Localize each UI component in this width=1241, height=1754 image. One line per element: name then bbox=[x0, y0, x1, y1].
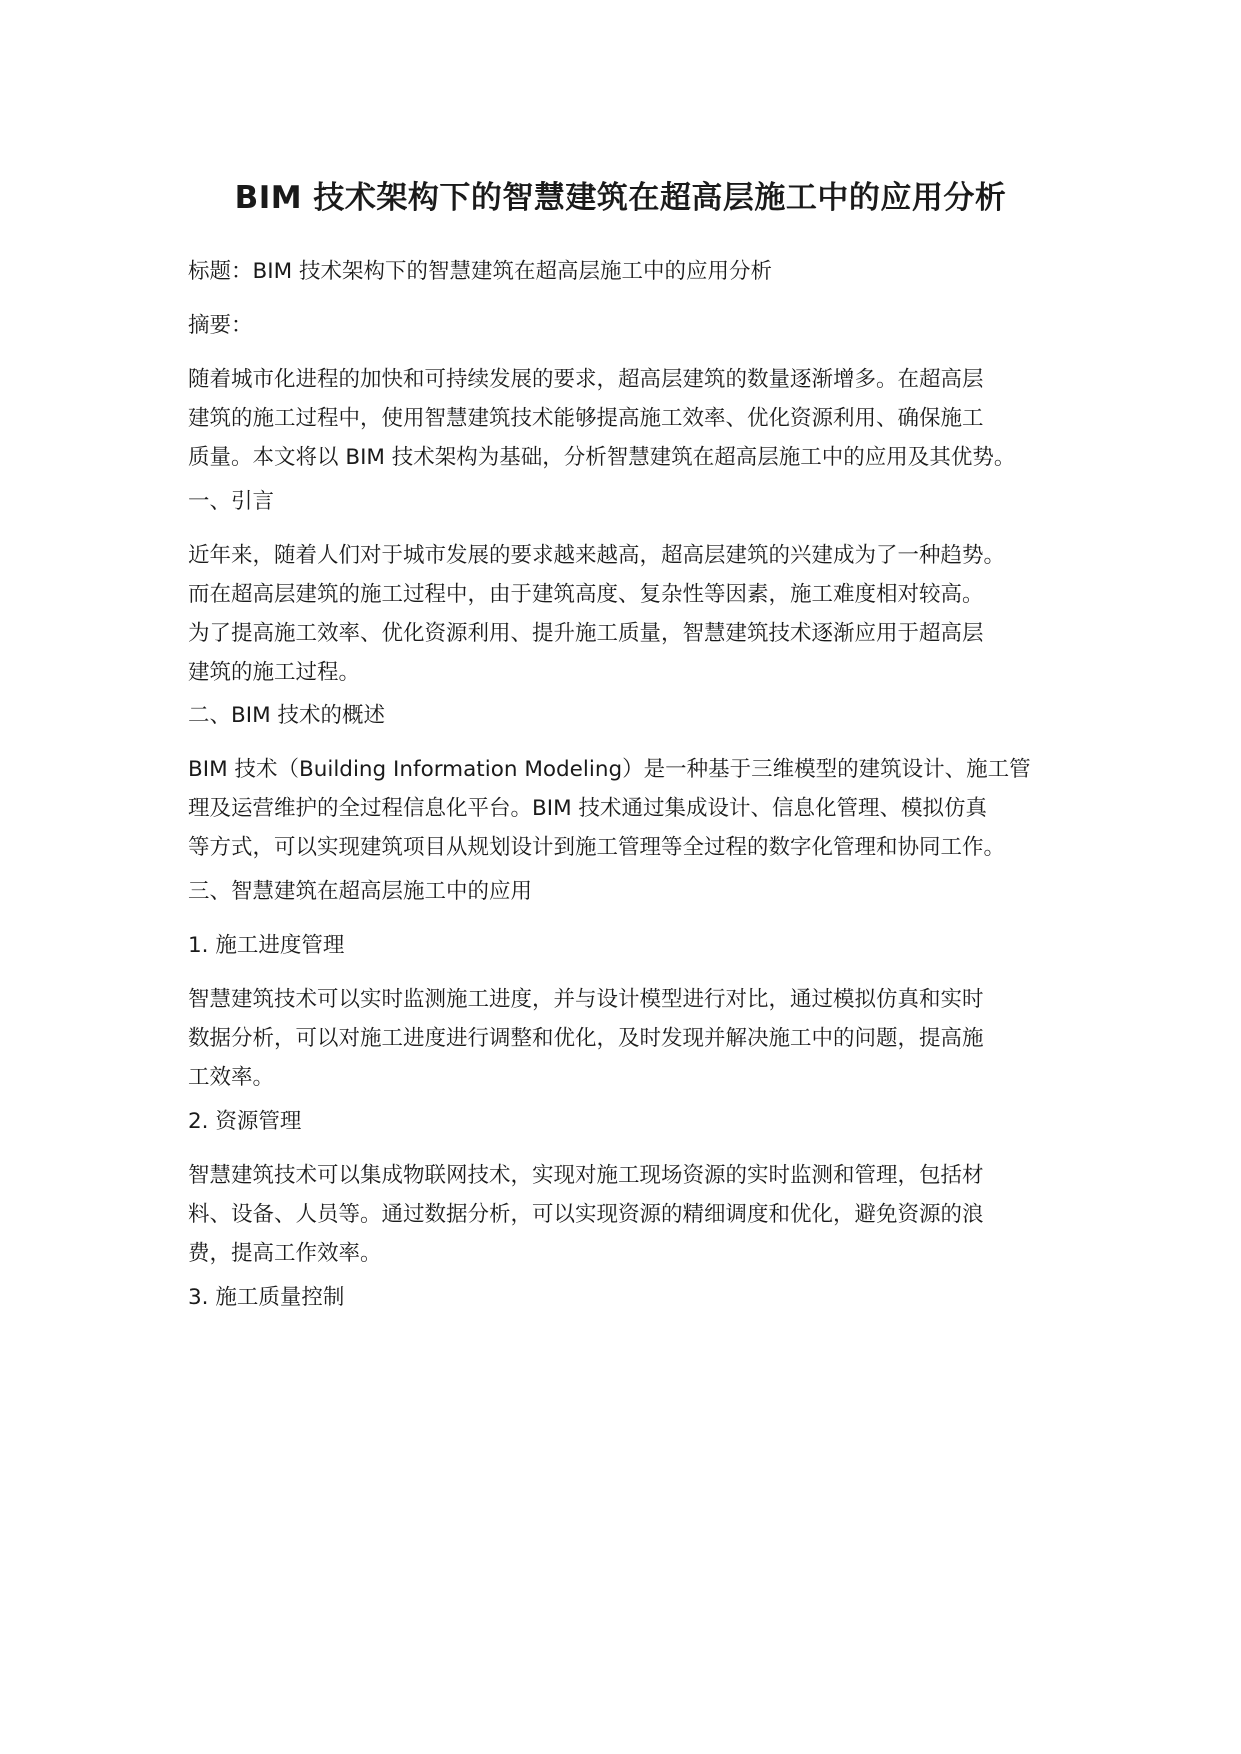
introduction-line: 近年来，随着人们对于城市发展的要求越来越高，超高层建筑的兴建成为了一种趋势。 bbox=[188, 543, 1006, 568]
subheading-text: 3. 施工质量控制 bbox=[188, 1285, 345, 1310]
section-heading-introduction bbox=[188, 482, 1088, 521]
section-heading-text: 二、BIM 技术的概述 bbox=[188, 703, 385, 728]
bim-overview-paragraph bbox=[188, 750, 1088, 867]
schedule-management-line: 智慧建筑技术可以实时监测施工进度，并与设计模型进行对比，通过模拟仿真和实时 bbox=[188, 987, 984, 1012]
subheading-text: 1. 施工进度管理 bbox=[188, 933, 345, 958]
subheading-resource-management bbox=[188, 1102, 1088, 1141]
introduction-paragraph bbox=[188, 536, 1088, 692]
resource-management-paragraph bbox=[188, 1156, 1088, 1273]
abstract-line: 建筑的施工过程中，使用智慧建筑技术能够提高施工效率、优化资源利用、确保施工 bbox=[188, 406, 984, 431]
resource-management-line: 费，提高工作效率。 bbox=[188, 1241, 382, 1266]
schedule-management-line: 数据分析，可以对施工进度进行调整和优化，及时发现并解决施工中的问题，提高施 bbox=[188, 1026, 984, 1051]
abstract-line: 随着城市化进程的加快和可持续发展的要求，超高层建筑的数量逐渐增多。在超高层 bbox=[188, 367, 984, 392]
schedule-management-paragraph bbox=[188, 980, 1088, 1097]
bim-overview-line: 理及运营维护的全过程信息化平台。BIM 技术通过集成设计、信息化管理、模拟仿真 bbox=[188, 796, 987, 821]
abstract-label-text: 摘要： bbox=[188, 313, 253, 338]
introduction-line: 而在超高层建筑的施工过程中，由于建筑高度、复杂性等因素，施工难度相对较高。 bbox=[188, 582, 984, 607]
resource-management-line: 智慧建筑技术可以集成物联网技术，实现对施工现场资源的实时监测和管理，包括材 bbox=[188, 1163, 984, 1188]
abstract-paragraph bbox=[188, 360, 1088, 477]
introduction-line: 建筑的施工过程。 bbox=[188, 660, 361, 685]
section-heading-applications bbox=[188, 872, 1088, 911]
resource-management-line: 料、设备、人员等。通过数据分析，可以实现资源的精细调度和优化，避免资源的浪 bbox=[188, 1202, 984, 1227]
section-heading-text: 三、智慧建筑在超高层施工中的应用 bbox=[188, 879, 533, 904]
section-heading-text: 一、引言 bbox=[188, 489, 275, 514]
abstract-label bbox=[188, 306, 1088, 345]
abstract-line: 质量。本文将以 BIM 技术架构为基础，分析智慧建筑在超高层施工中的应用及其优势。 bbox=[188, 445, 1016, 470]
subheading-schedule-management bbox=[188, 926, 1088, 965]
introduction-line: 为了提高施工效率、优化资源利用、提升施工质量，智慧建筑技术逐渐应用于超高层 bbox=[188, 621, 984, 646]
bim-overview-line: 等方式，可以实现建筑项目从规划设计到施工管理等全过程的数字化管理和协同工作。 bbox=[188, 835, 1006, 860]
bim-overview-line: BIM 技术（Building Information Modeling）是一种基于三维模型的建筑设计、施工管 bbox=[188, 757, 1031, 782]
document-title: BIM 技术架构下的智慧建筑在超高层施工中的应用分析 bbox=[234, 180, 1007, 216]
subject-line bbox=[188, 252, 1088, 291]
subheading-text: 2. 资源管理 bbox=[188, 1109, 302, 1134]
schedule-management-line: 工效率。 bbox=[188, 1065, 275, 1090]
section-heading-bim-overview bbox=[188, 696, 1088, 735]
subheading-quality-control bbox=[188, 1278, 1088, 1317]
subject-line-text: 标题：BIM 技术架构下的智慧建筑在超高层施工中的应用分析 bbox=[188, 259, 772, 284]
